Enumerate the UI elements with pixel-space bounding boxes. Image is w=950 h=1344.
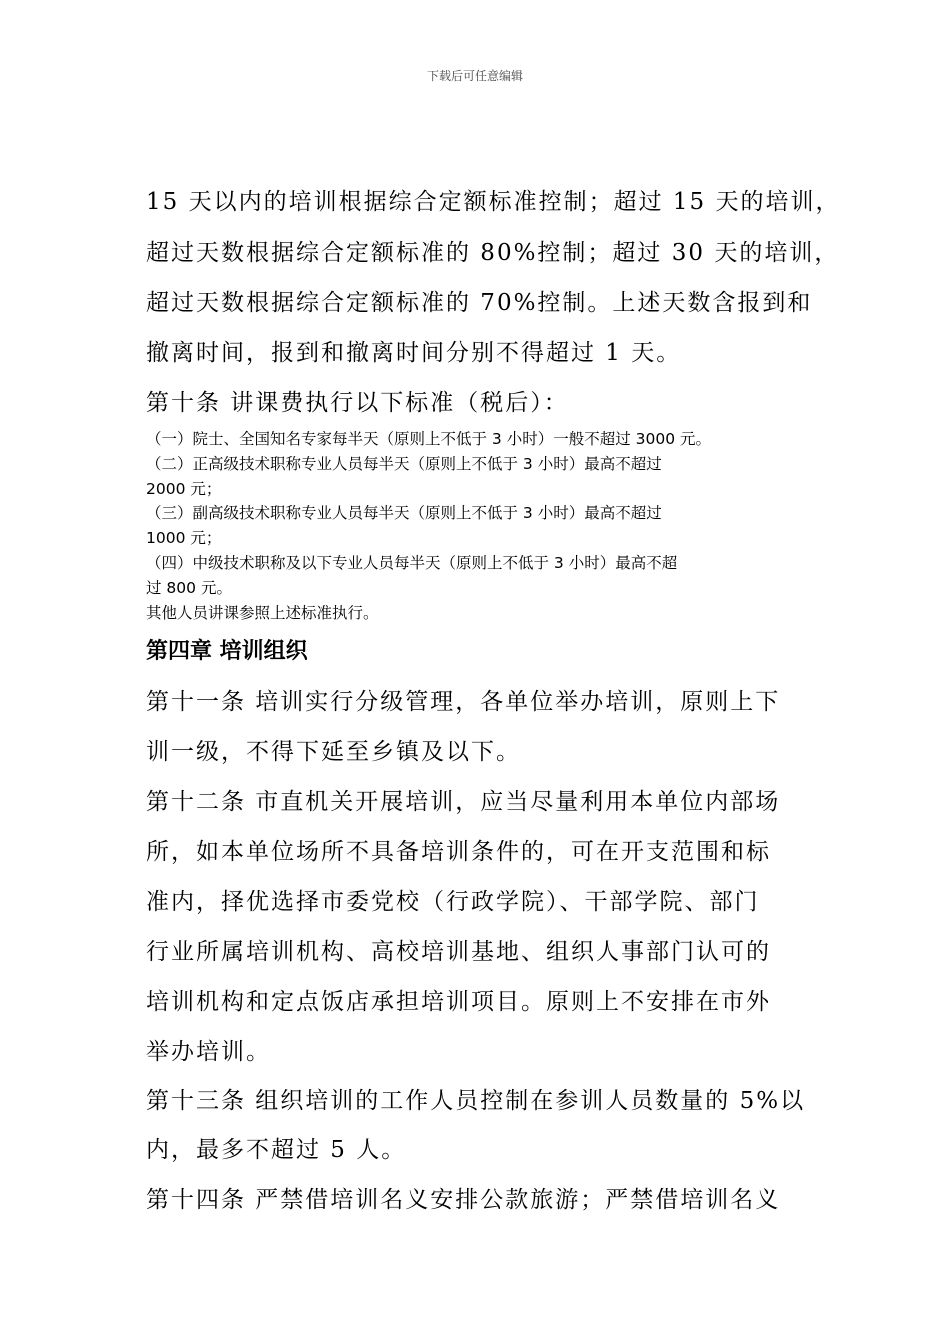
fee-item: 2000 元； [146,480,222,498]
fee-item: 过 800 元。 [146,579,232,597]
paragraph-line: 举办培训。 [146,1039,271,1065]
fee-item: （四）中级技术职称及以下专业人员每半天（原则上不低于 3 小时）最高不超 [146,554,678,572]
paragraph-line: 第十三条 组织培训的工作人员控制在参训人员数量的 5%以 [146,1088,806,1114]
paragraph-line: 15 天以内的培训根据综合定额标准控制；超过 15 天的培训， [146,189,841,215]
paragraph-line: 内，最多不超过 5 人。 [146,1137,407,1163]
fee-item: 1000 元； [146,529,222,547]
fee-item: （二）正高级技术职称专业人员每半天（原则上不低于 3 小时）最高不超过 [146,455,662,473]
fee-item: （一）院士、全国知名专家每半天（原则上不低于 3 小时）一般不超过 3000 元。 [146,430,712,448]
paragraph-line: 所，如本单位场所不具备培训条件的，可在开支范围和标 [146,839,771,865]
article-10-title: 第十条 讲课费执行以下标准（税后）： [146,390,569,416]
header-note: 下载后可任意编辑 [426,69,523,83]
paragraph-line: 超过天数根据综合定额标准的 70%控制。上述天数含报到和 [146,290,813,316]
paragraph-line: 训一级，不得下延至乡镇及以下。 [146,739,521,765]
paragraph-line: 第十一条 培训实行分级管理，各单位举办培训，原则上下 [146,689,781,715]
paragraph-line: 撤离时间，报到和撤离时间分别不得超过 1 天。 [146,340,682,366]
fee-item: 其他人员讲课参照上述标准执行。 [146,604,379,622]
chapter-heading: 第四章 培训组织 [146,639,308,664]
paragraph-line: 第十四条 严禁借培训名义安排公款旅游；严禁借培训名义 [146,1187,781,1213]
paragraph-line: 超过天数根据综合定额标准的 80%控制；超过 30 天的培训， [146,240,840,266]
paragraph-line: 培训机构和定点饭店承担培训项目。原则上不安排在市外 [146,989,771,1015]
paragraph-line: 行业所属培训机构、高校培训基地、组织人事部门认可的 [146,939,771,965]
fee-item: （三）副高级技术职称专业人员每半天（原则上不低于 3 小时）最高不超过 [146,504,662,522]
paragraph-line: 准内，择优选择市委党校（行政学院）、干部学院、部门 [146,889,760,915]
paragraph-line: 第十二条 市直机关开展培训，应当尽量利用本单位内部场 [146,789,781,815]
